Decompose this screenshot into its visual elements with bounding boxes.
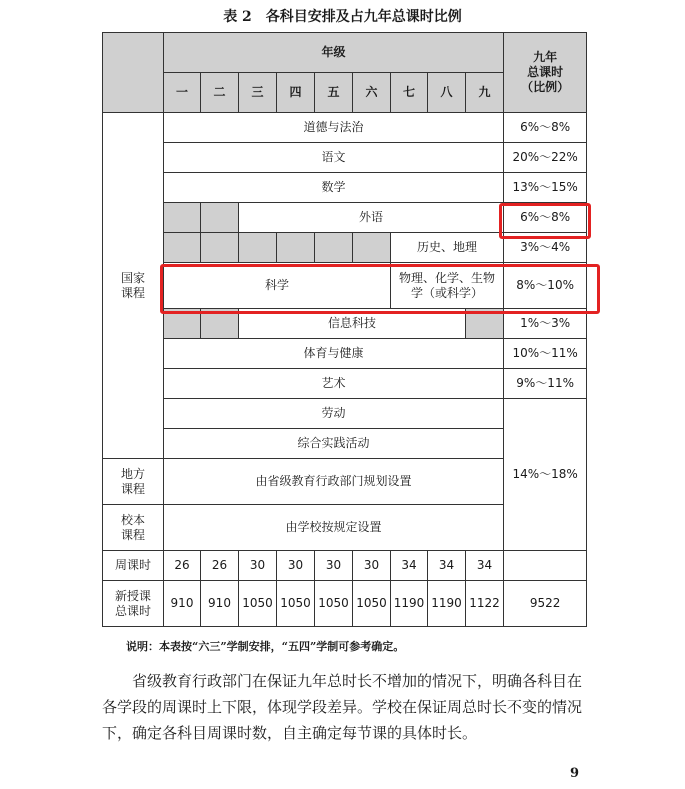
subject-moral: 道德与法治 (164, 113, 504, 143)
ratio-it: 1%～3% (504, 309, 587, 339)
gray-cell (239, 233, 277, 263)
curriculum-table (102, 32, 587, 627)
subject-foreign: 外语 (239, 203, 504, 233)
gray-cell (277, 233, 315, 263)
local-course-label: 地方 课程 (103, 459, 164, 505)
subject-pe: 体育与健康 (164, 339, 504, 369)
weekly-hours-total-empty (504, 551, 587, 581)
subject-history: 历史、地理 (391, 233, 504, 263)
subject-physics: 物理、化学、生物 学（或科学） (391, 263, 504, 309)
ratio-pe: 10%～11% (504, 339, 587, 369)
new-total-cell: 910 (201, 581, 239, 627)
grade-3: 三 (239, 73, 277, 113)
new-total-sum: 9522 (504, 581, 587, 627)
weekly-hours-cell: 34 (466, 551, 504, 581)
gray-cell (201, 233, 239, 263)
grade-5: 五 (315, 73, 353, 113)
weekly-hours-cell: 34 (428, 551, 466, 581)
grade-6: 六 (353, 73, 391, 113)
ratio-chinese: 20%～22% (504, 143, 587, 173)
paragraph-text: 省级教育行政部门在保证九年总时长不增加的情况下，明确各科目在各学段的周课时上下限，体现学段差异。学校在保证周总时长不变的情况下，确定各科目周课时数，自主确定每节课的具体时长。 (102, 672, 583, 742)
grade-4: 四 (277, 73, 315, 113)
new-total-cell: 1122 (466, 581, 504, 627)
page-number: 9 (570, 766, 580, 781)
new-total-cell: 1050 (239, 581, 277, 627)
subject-science: 科学 (164, 263, 391, 309)
grade-8: 八 (428, 73, 466, 113)
weekly-hours-label: 周课时 (103, 551, 164, 581)
new-total-cell: 1190 (391, 581, 428, 627)
ratio-science: 8%～10% (504, 263, 587, 309)
highlight-foreign-ratio (499, 203, 591, 239)
new-total-cell: 910 (164, 581, 201, 627)
subject-art: 艺术 (164, 369, 504, 399)
ratio-moral: 6%～8% (504, 113, 587, 143)
total-col-line: 九年 (533, 50, 558, 64)
new-total-label: 新授课 总课时 (103, 581, 164, 627)
gray-cell (315, 233, 353, 263)
gray-cell (164, 233, 201, 263)
weekly-hours-cell: 30 (315, 551, 353, 581)
weekly-hours-cell: 26 (164, 551, 201, 581)
weekly-hours-cell: 30 (277, 551, 315, 581)
school-course-desc: 由学校按规定设置 (164, 505, 504, 551)
corner-cell (103, 33, 164, 113)
weekly-hours-cell: 30 (353, 551, 391, 581)
new-total-cell: 1190 (428, 581, 466, 627)
grade-7: 七 (391, 73, 428, 113)
local-course-desc: 由省级教育行政部门规划设置 (164, 459, 504, 505)
weekly-hours-cell: 30 (239, 551, 277, 581)
highlight-science-row (160, 264, 600, 314)
subject-it: 信息科技 (239, 309, 466, 339)
new-total-cell: 1050 (353, 581, 391, 627)
total-col-header (504, 33, 587, 113)
body-paragraph (102, 668, 588, 746)
gray-cell (353, 233, 391, 263)
ratio-foreign: 6%～8% (504, 203, 587, 233)
ratio-math: 13%～15% (504, 173, 587, 203)
subject-labor: 劳动 (164, 399, 504, 429)
grade-2: 二 (201, 73, 239, 113)
grade-9: 九 (466, 73, 504, 113)
subject-chinese: 语文 (164, 143, 504, 173)
ratio-history: 3%～4% (504, 233, 587, 263)
grade-header: 年级 (164, 33, 504, 73)
grade-1: 一 (164, 73, 201, 113)
new-total-cell: 1050 (277, 581, 315, 627)
subject-math: 数学 (164, 173, 504, 203)
national-course-label: 国家 课程 (103, 113, 164, 459)
weekly-hours-cell: 34 (391, 551, 428, 581)
subject-practice: 综合实践活动 (164, 429, 504, 459)
weekly-hours-cell: 26 (201, 551, 239, 581)
gray-cell (164, 203, 201, 233)
school-course-label: 校本 课程 (103, 505, 164, 551)
total-col-line: 总课时 (527, 65, 564, 79)
table-note: 说明：本表按“六三”学制安排，“五四”学制可参考确定。 (126, 640, 405, 653)
ratio-labor-group: 14%～18% (504, 399, 587, 551)
ratio-art: 9%～11% (504, 369, 587, 399)
gray-cell (201, 203, 239, 233)
table-title: 表 2 各科目安排及占九年总课时比例 (223, 9, 462, 25)
total-col-line: （比例） (521, 80, 570, 94)
new-total-cell: 1050 (315, 581, 353, 627)
